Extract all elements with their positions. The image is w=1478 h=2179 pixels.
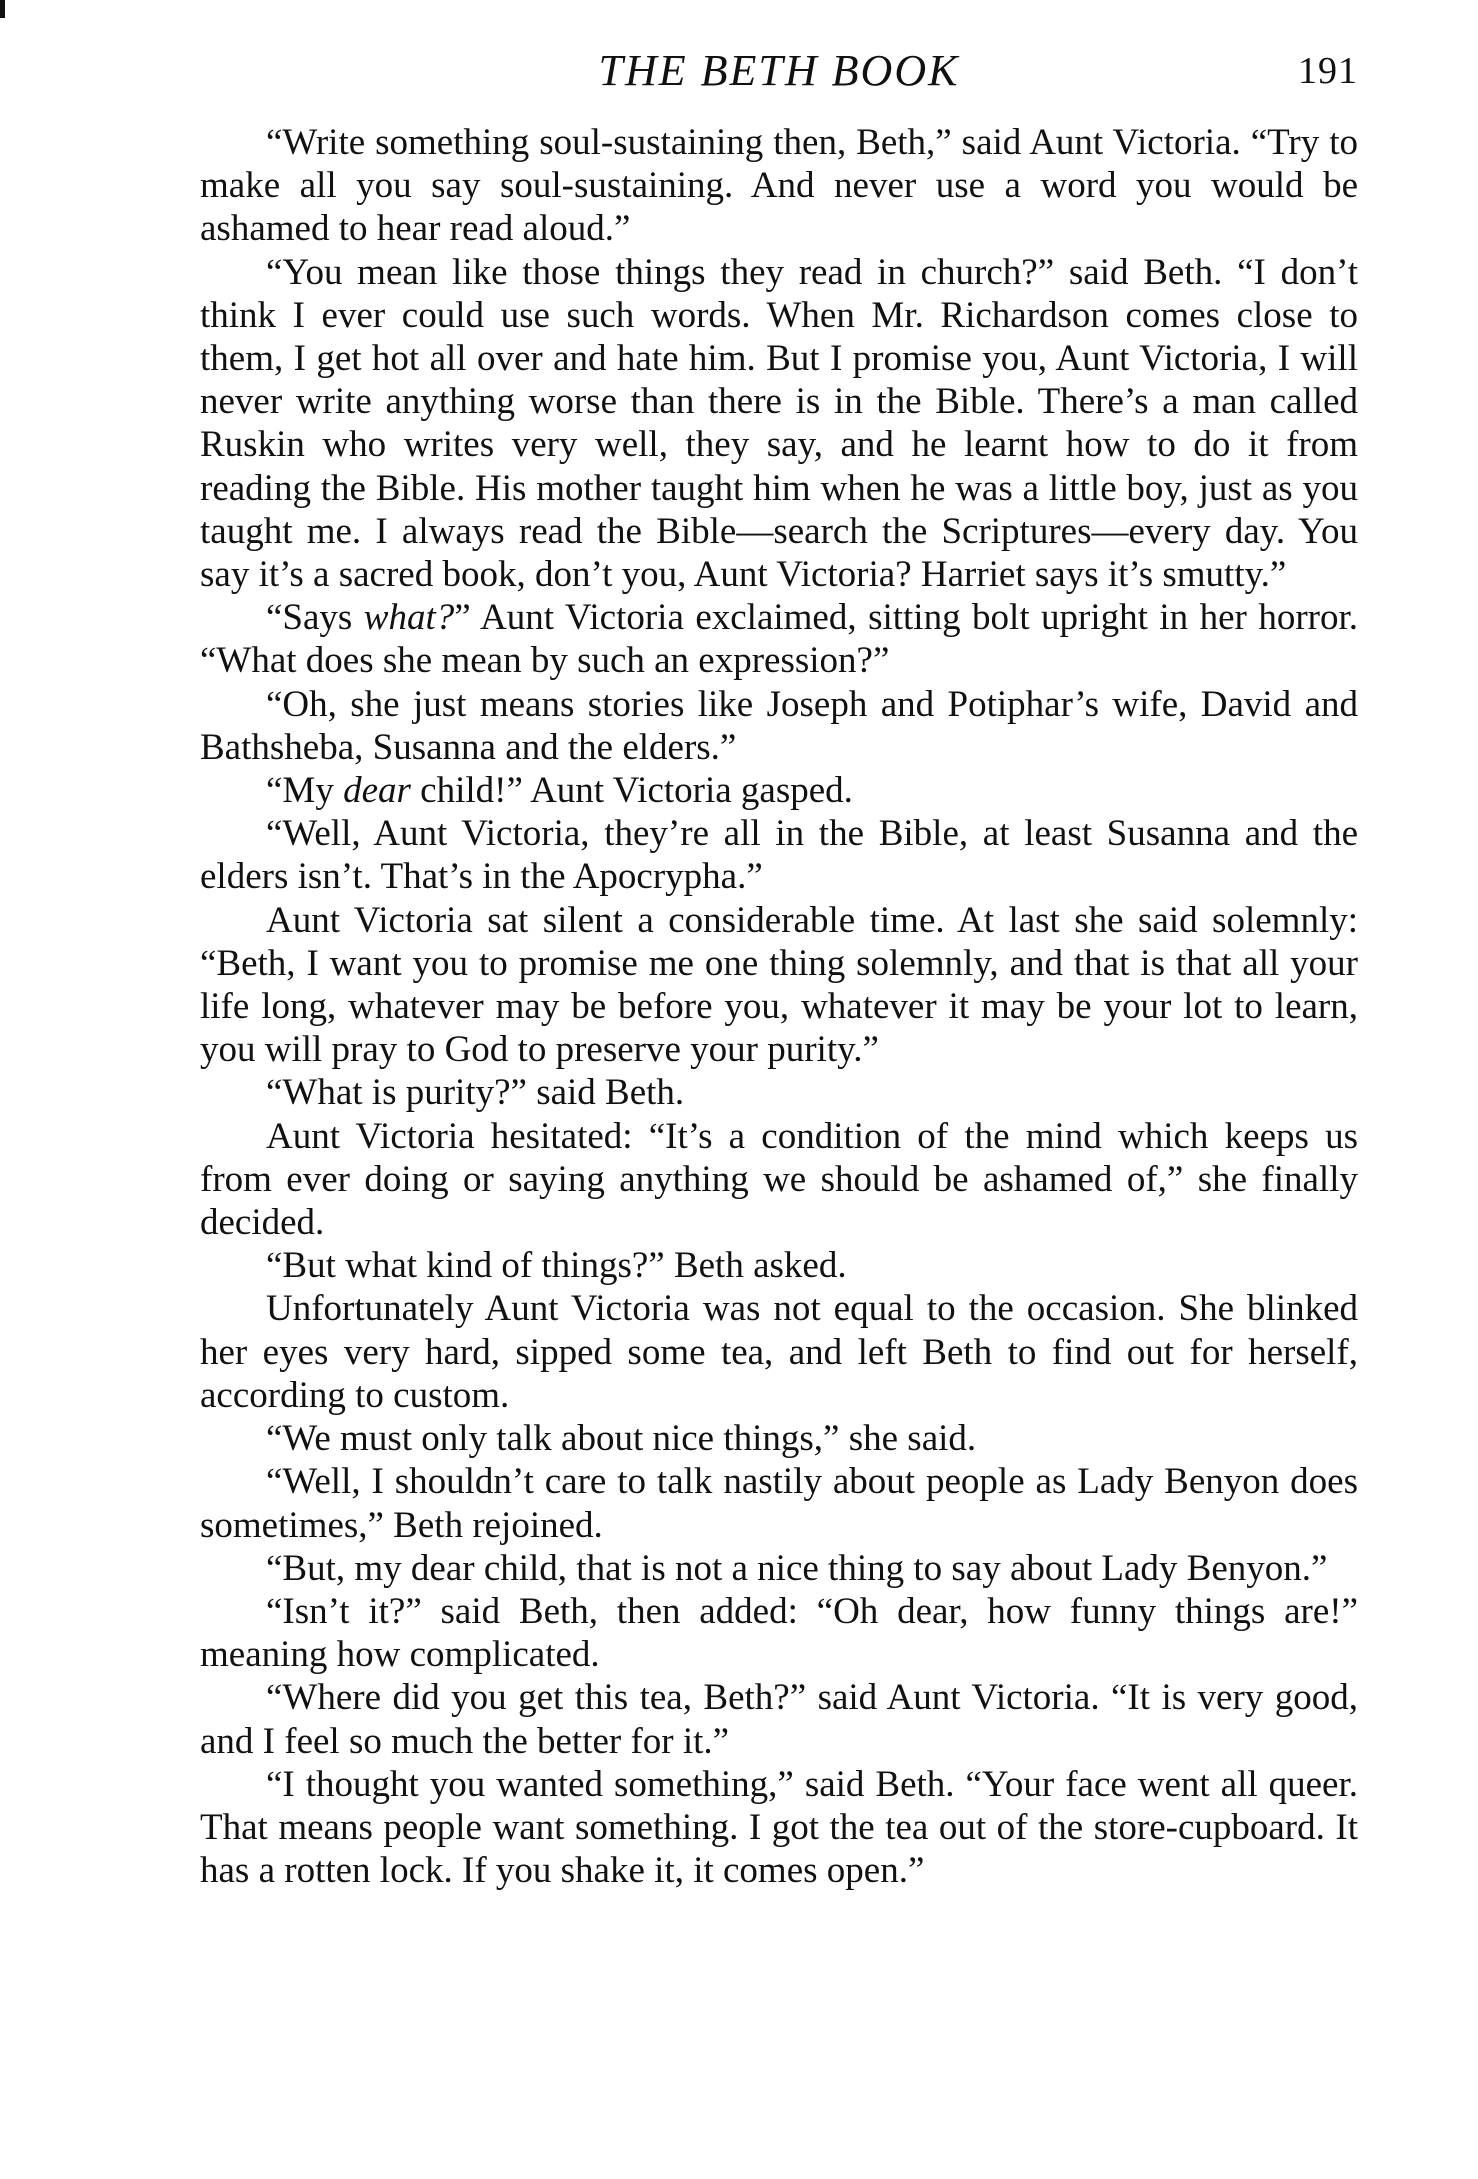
italic-text: what? bbox=[363, 597, 455, 639]
paragraph bbox=[200, 1460, 1358, 1546]
paragraph-text: “Where did you get this tea, Beth?” said Aunt Victoria. “It is very good, and I feel so much the better for it.” bbox=[200, 1677, 1358, 1762]
paragraph-text: “Well, I shouldn’t care to talk nastily about people as Lady Benyon does sometimes,” Beth rejoined. bbox=[200, 1461, 1358, 1546]
paragraph bbox=[200, 812, 1358, 898]
paragraph-text: “But, my dear child, that is not a nice thing to say about Lady Benyon.” bbox=[266, 1547, 1328, 1589]
paragraph bbox=[200, 596, 1358, 682]
page-number: 191 bbox=[1298, 50, 1358, 92]
paragraph bbox=[200, 251, 1358, 597]
paragraph-text: “But what kind of things?” Beth asked. bbox=[266, 1245, 847, 1287]
italic-text: dear bbox=[343, 770, 411, 812]
paragraph bbox=[200, 1547, 1358, 1590]
paragraph-text: “You mean like those things they read in church?” said Beth. “I don’t think I ever could use such words. When Mr. Richardson comes close to them, I get hot all over and hate him. But I promise you, Aunt Victoria, I will never write anything worse than there is in the Bible. There’s a man called Ruskin who writes very well, they say, and he learnt how to do it from reading the Bible. His mother taught him when he was a little boy, just as you taught me. I always read the Bible—search the Scriptures—every day. You say it’s a sacred book, don’t you, Aunt Victoria? Harriet says it’s smutty.” bbox=[200, 251, 1358, 596]
paragraph bbox=[200, 1115, 1358, 1245]
body-text bbox=[200, 121, 1358, 1892]
page-header bbox=[200, 40, 1358, 102]
paragraph bbox=[200, 121, 1358, 251]
scan-edge-mark bbox=[0, 0, 5, 18]
paragraph bbox=[200, 683, 1358, 769]
paragraph bbox=[200, 769, 1358, 812]
paragraph-text: “We must only talk about nice things,” she said. bbox=[266, 1418, 977, 1460]
paragraph-text: ” Aunt Victoria exclaimed, sitting bolt upright in her horror. “What does she mean by such an expression?” bbox=[200, 597, 1358, 682]
paragraph-text: “What is purity?” said Beth. bbox=[266, 1072, 685, 1114]
paragraph-text: child!” Aunt Victoria gasped. bbox=[410, 770, 853, 812]
paragraph bbox=[200, 1763, 1358, 1893]
paragraph bbox=[200, 1676, 1358, 1762]
paragraph bbox=[200, 1071, 1358, 1114]
paragraph-text: “Isn’t it?” said Beth, then added: “Oh dear, how funny things are!” meaning how complicated. bbox=[200, 1590, 1358, 1676]
paragraph bbox=[200, 1417, 1358, 1460]
paragraph-text: “I thought you wanted something,” said Beth. “Your face went all queer. That means people want something. I got the tea out of the store-cupboard. It has a rotten lock. If you shake it, it comes open.” bbox=[200, 1763, 1358, 1892]
paragraph-text: “Write something soul-sustaining then, Beth,” said Aunt Victoria. “Try to make all you say soul-sustaining. And never use a word you would be ashamed to hear read aloud.” bbox=[200, 122, 1358, 250]
paragraph-text: “My bbox=[266, 770, 344, 812]
paragraph bbox=[200, 899, 1358, 1072]
paragraph-text: “Says bbox=[266, 597, 364, 639]
paragraph-text: Unfortunately Aunt Victoria was not equal to the occasion. She blinked her eyes very hard, sipped some tea, and left Beth to find out for herself, according to custom. bbox=[200, 1288, 1358, 1416]
paragraph-text: “Well, Aunt Victoria, they’re all in the Bible, at least Susanna and the elders isn’t. That’s in the Apocrypha.” bbox=[200, 813, 1358, 898]
paragraph bbox=[200, 1244, 1358, 1287]
paragraph bbox=[200, 1287, 1358, 1417]
paragraph-text: Aunt Victoria hesitated: “It’s a condition of the mind which keeps us from ever doing or saying anything we should be ashamed of,” she finally decided. bbox=[200, 1115, 1358, 1244]
paragraph-text: Aunt Victoria sat silent a considerable time. At last she said solemnly: “Beth, I want you to promise me one thing solemnly, and that is that all your life long, whatever may be before you, whatever it may be your lot to learn, you will pray to God to preserve your purity.” bbox=[200, 899, 1358, 1071]
paragraph-text: “Oh, she just means stories like Joseph and Potiphar’s wife, David and Bathsheba, Susanna and the elders.” bbox=[200, 683, 1358, 768]
running-title: THE BETH BOOK bbox=[598, 46, 960, 95]
paragraph bbox=[200, 1590, 1358, 1676]
